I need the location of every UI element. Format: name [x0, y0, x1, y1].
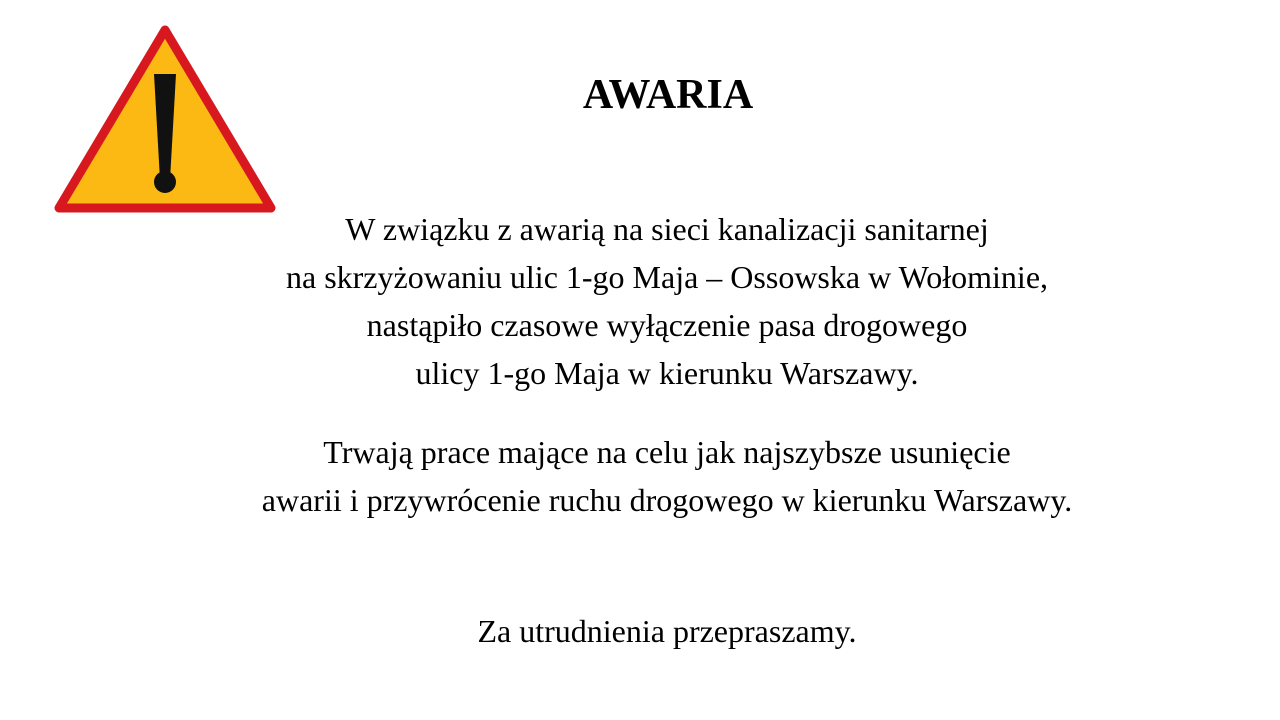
notice-line: W związku z awarią na sieci kanalizacji sanitarnej	[345, 211, 989, 247]
notice-paragraph-main	[0, 205, 1280, 397]
notice-line: awarii i przywrócenie ruchu drogowego w kierunku Warszawy.	[261, 482, 1073, 518]
notice-line: ulicy 1-go Maja w kierunku Warszawy.	[415, 355, 919, 391]
notice-line: Trwają prace mające na celu jak najszybsze usunięcie	[323, 434, 1011, 470]
notice-line: nastąpiło czasowe wyłączenie pasa drogowego	[366, 307, 968, 343]
notice-title: AWARIA	[582, 72, 754, 118]
notice-paragraph-works	[0, 428, 1280, 524]
notice-closing	[0, 607, 1280, 655]
warning-exclamation-triangle-icon	[52, 22, 278, 218]
notice-line: na skrzyżowaniu ulic 1-go Maja – Ossowska w Wołominie,	[285, 259, 1049, 295]
notice-closing-line: Za utrudnienia przepraszamy.	[477, 613, 857, 649]
